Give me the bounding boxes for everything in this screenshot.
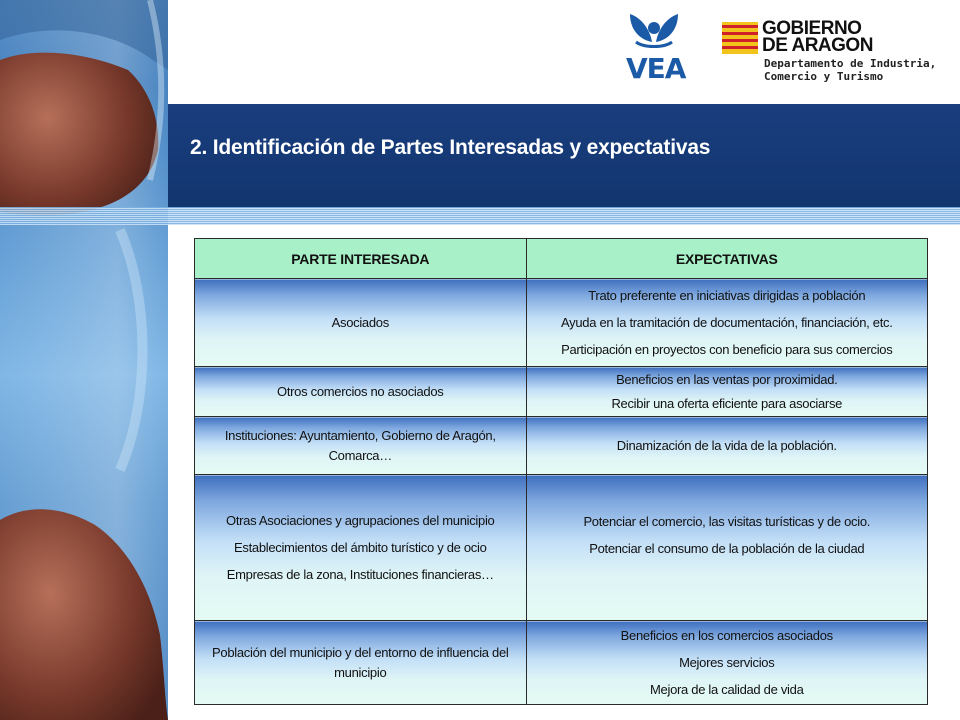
expectation-text: Beneficios en los comercios asociados: [620, 628, 833, 643]
stakeholders-table: [194, 238, 928, 705]
title-band: [168, 104, 960, 208]
expectations-cell: [526, 621, 927, 705]
party-text: Otras Asociaciones y agrupaciones del municipio: [226, 513, 495, 528]
vea-logo-text: VEA: [626, 52, 686, 85]
table-header-row: [195, 239, 928, 279]
aragon-logo-name: GOBIERNO DE ARAGON: [762, 18, 873, 56]
vea-logo: [622, 8, 686, 88]
expectations-cell: [526, 279, 927, 367]
table-row: [195, 367, 928, 417]
expectations-cell: [526, 475, 927, 621]
table-row: [195, 279, 928, 367]
header-expectativas: EXPECTATIVAS: [526, 239, 927, 279]
party-cell: [195, 367, 527, 417]
aragon-department: Departamento de Industria, Comercio y Turismo: [764, 57, 937, 83]
expectation-text: Beneficios en las ventas por proximidad.: [616, 371, 838, 387]
aragon-flag-icon: [722, 22, 758, 54]
gobierno-aragon-logo: [722, 20, 952, 84]
party-text: Asociados: [331, 315, 389, 330]
expectation-text: Potenciar el comercio, las visitas turísticas y de ocio.: [583, 513, 871, 529]
expectation-text: Recibir una oferta eficiente para asociarse: [611, 395, 843, 411]
expectation-text: Ayuda en la tramitación de documentación, financiación, etc.: [561, 315, 893, 330]
party-cell: [195, 417, 527, 475]
party-text: Empresas de la zona, Instituciones financieras…: [226, 567, 494, 582]
expectation-text: Mejores servicios: [679, 655, 775, 670]
expectation-text: Dinamización de la vida de la población.: [616, 438, 837, 453]
hourglass-photo: [0, 0, 168, 720]
expectations-cell: [526, 367, 927, 417]
expectation-text: Mejora de la calidad de vida: [650, 682, 804, 697]
party-cell: [195, 621, 527, 705]
page-title: 2. Identificación de Partes Interesadas y expectativas: [190, 136, 711, 159]
expectations-cell: [526, 417, 927, 475]
party-cell: [195, 279, 527, 367]
party-text: Otros comercios no asociados: [277, 384, 444, 399]
party-text: Establecimientos del ámbito turístico y de ocio: [234, 540, 487, 555]
expectation-text: Potenciar el consumo de la población de la ciudad: [589, 540, 865, 556]
expectation-text: Participación en proyectos con beneficio para sus comercios: [561, 342, 893, 357]
title-divider: [0, 207, 960, 225]
party-text: Población del municipio y del entorno de influencia del municipio: [212, 644, 509, 680]
table-row: [195, 621, 928, 705]
expectation-text: Trato preferente en iniciativas dirigidas a población: [588, 288, 866, 303]
party-cell: [195, 475, 527, 621]
hourglass-illustration: [0, 0, 168, 720]
table-row: [195, 475, 928, 621]
table-row: [195, 417, 928, 475]
party-text: Instituciones: Ayuntamiento, Gobierno de Aragón, Comarca…: [224, 427, 496, 463]
header-parte-interesada: PARTE INTERESADA: [195, 239, 527, 279]
